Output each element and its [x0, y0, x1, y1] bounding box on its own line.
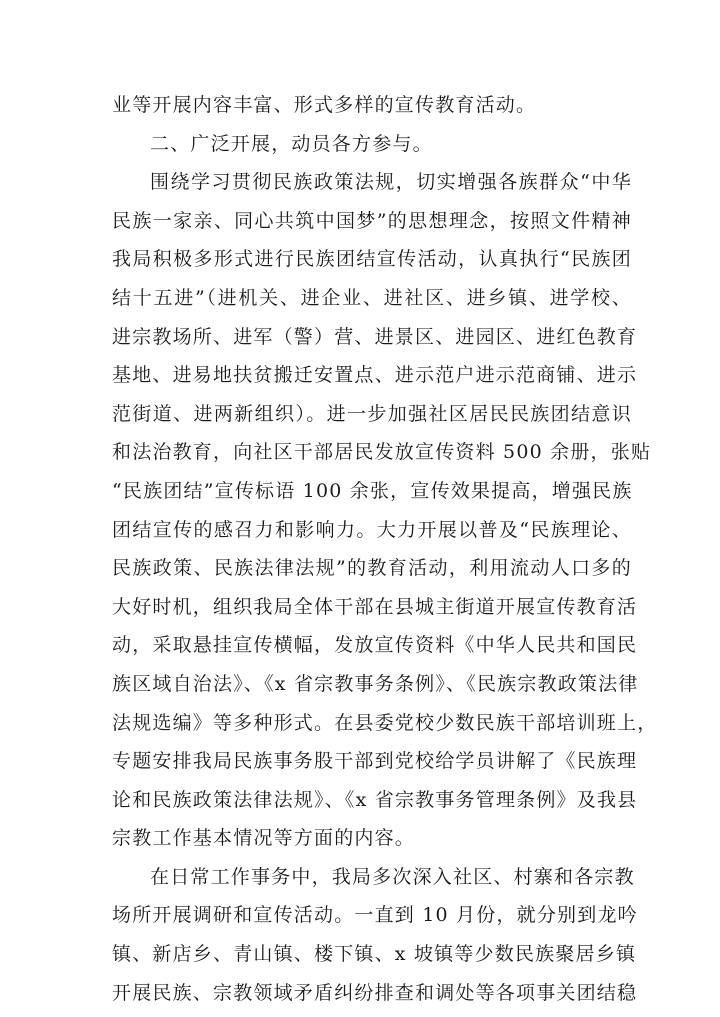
text-line: 团结宣传的感召力和影响力。大力开展以普及“民族理论、: [112, 518, 632, 541]
text-line: 论和民族政策法律法规》、《x 省宗教事务管理条例》及我县: [112, 788, 638, 811]
text-line: 族区域自治法》、《x 省宗教事务条例》、《民族宗教政策法律: [112, 672, 639, 695]
text-line: 围绕学习贯彻民族政策法规，切实增强各族群众“中华: [150, 171, 632, 194]
text-line: 场所开展调研和宣传活动。一直到 10 月份，就分别到龙吟: [112, 904, 638, 927]
text-line: 法规选编》等多种形式。在县委党校少数民族干部培训班上，: [112, 711, 658, 734]
text-line: 和法治教育，向社区干部居民发放宣传资料 500 余册，张贴: [112, 441, 652, 464]
body-text: [112, 86, 658, 1012]
text-line: 业等开展内容丰富、形式多样的宣传教育活动。: [112, 94, 537, 116]
text-line: 镇、新店乡、青山镇、楼下镇、x 坡镇等少数民族聚居乡镇: [112, 943, 637, 966]
text-line: 民族一家亲、同心共筑中国梦”的思想理念，按照文件精神: [112, 209, 632, 232]
text-line: 基地、进易地扶贫搬迁安置点、进示范户进示范商铺、进示: [112, 364, 638, 387]
text-line: 专题安排我局民族事务股干部到党校给学员讲解了《民族理: [112, 750, 638, 773]
text-line: 大好时机，组织我局全体干部在县城主街道开展宣传教育活: [112, 595, 638, 618]
text-line: 我局积极多形式进行民族团结宣传活动，认真执行“民族团: [112, 248, 632, 271]
text-line: 进宗教场所、进军（警）营、进景区、进园区、进红色教育: [112, 325, 638, 348]
text-line: 民族政策、民族法律法规”的教育活动，利用流动人口多的: [112, 557, 632, 580]
text-line: 宗教工作基本情况等方面的内容。: [112, 827, 416, 850]
text-line: 开展民族、宗教领域矛盾纠纷排查和调处等各项事关团结稳: [112, 981, 638, 1004]
text-line: 结十五进”（进机关、进企业、进社区、进乡镇、进学校、: [112, 286, 632, 309]
text-line: 在日常工作事务中，我局多次深入社区、村寨和各宗教: [150, 865, 635, 888]
text-line: “民族团结”宣传标语 100 余张，宣传效果提高，增强民族: [112, 479, 633, 502]
text-line: 动，采取悬挂宣传横幅，发放宣传资料《中华人民共和国民: [112, 634, 638, 657]
text-line: 范街道、进两新组织）。进一步加强社区居民民族团结意识: [112, 402, 632, 425]
text-line: 二、广泛开展，动员各方参与。: [150, 132, 433, 155]
